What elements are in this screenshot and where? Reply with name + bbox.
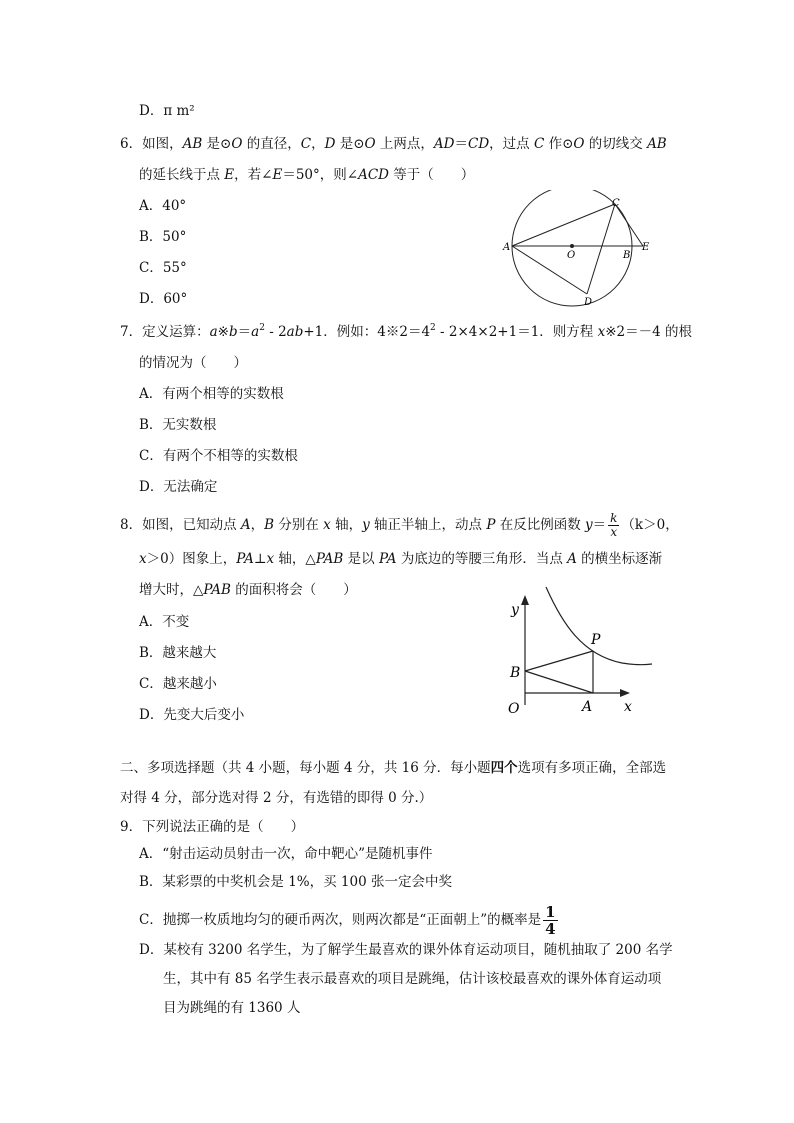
q7-stem-line1: 7．定义运算：$a※b=a^2 - 2ab+1$．例如：$4※2=4^2 - 2\times 4\times 2+1=1$．则方程 x※2＝－4 的根: [120, 323, 692, 340]
q9-option-a: A．“射击运动员射击一次，命中靶心”是随机事件: [139, 846, 433, 862]
label-p: P: [591, 632, 601, 648]
q5-option-d: D．π m²: [139, 103, 195, 119]
section2-instructions-line1: 二、多项选择题（共 4 小题，每小题 4 分，共 16 分．每小题四个选项有多项正确，全部选: [120, 760, 667, 776]
fraction-k-over-x: $\frac{k}{x}$: [610, 511, 618, 539]
q8-option-c: C．越来越小: [139, 676, 217, 692]
line-ad: [512, 246, 587, 294]
q7-option-c: C．有两个不相等的实数根: [139, 448, 298, 464]
q6-stem-line2: 的延长线于点 E，若∠E＝50°，则∠ACD 等于（ ）: [139, 167, 475, 183]
label-c: C: [612, 198, 620, 209]
label-x: x: [624, 699, 632, 715]
q9-stem: 9．下列说法正确的是（ ）: [120, 819, 305, 835]
q6-option-d: D．60°: [139, 291, 188, 307]
segment-bp: [525, 651, 593, 671]
q7-option-a: A．有两个相等的实数根: [139, 386, 284, 402]
q6-option-c: C．55°: [139, 260, 187, 276]
q6-option-b: B．50°: [139, 229, 187, 245]
segment-ba: [525, 671, 593, 693]
q7-option-d: D．无法确定: [139, 479, 218, 495]
line-ac: [512, 204, 615, 246]
q9-option-d-line1: D．某校有 3200 名学生，为了解学生最喜欢的课外体育运动项目，随机抽取了 200 名学: [139, 942, 673, 958]
q8-option-a: A．不变: [139, 614, 190, 630]
q9-option-d-line3: 目为跳绳的有 1360 人: [163, 1000, 301, 1016]
label-d: D: [584, 297, 593, 308]
line-ce: [615, 204, 643, 246]
line-cd: [587, 204, 615, 294]
label-b: B: [623, 250, 631, 261]
q9-option-d-line2: 生，其中有 85 名学生表示最喜欢的项目是跳绳，估计该校最喜欢的课外体育运动项: [163, 971, 662, 987]
label-a: A: [503, 242, 511, 253]
fraction-one-quarter: $\frac{1}{4}$: [545, 903, 556, 938]
label-y: y: [511, 602, 519, 618]
q6-option-a: A．40°: [139, 198, 187, 214]
q8-option-b: B．越来越大: [139, 645, 217, 661]
x-axis-arrow: [620, 689, 630, 697]
q8-stem-line3: 增大时，△PAB 的面积将会（ ）: [139, 582, 357, 598]
label-a: A: [582, 699, 593, 715]
section2-instructions-line2: 对得 4 分，部分选对得 2 分，有选错的即得 0 分.）: [120, 790, 433, 806]
q7-option-b: B．无实数根: [139, 417, 217, 433]
label-b: B: [510, 665, 521, 681]
q8-option-d: D．先变大后变小: [139, 707, 245, 723]
label-o: O: [567, 250, 576, 261]
center-dot: [570, 244, 574, 248]
q8-stem-line1: 8．如图，已知动点 A，B 分别在 x 轴，y 轴正半轴上，动点 P 在反比例函数 y＝ $\frac{k}{x}$ （k＞0，: [120, 511, 679, 539]
q6-stem-line1: 6．如图，AB 是⊙O 的直径，C，D 是⊙O 上两点，AD＝CD，过点 C 作⊙O 的切线交 AB: [120, 136, 667, 152]
hyperbola-curve: [546, 587, 652, 665]
q9-option-b: B．某彩票的中奖机会是 1%，买 100 张一定会中奖: [139, 874, 452, 890]
q8-graph-figure: [500, 585, 660, 720]
q9-option-c: C．抛掷一枚质地均匀的硬币两次，则两次都是“正面朝上”的概率是 $\frac{1}{4}$: [139, 903, 556, 938]
y-axis-arrow: [521, 595, 529, 605]
q6-circle-figure: [498, 190, 658, 310]
label-e: E: [642, 242, 650, 253]
q8-stem-line2: x＞0）图象上，PA⊥x 轴，△PAB 是以 PA 为底边的等腰三角形．当点 A 的横坐标逐渐: [139, 551, 663, 567]
q7-stem-line2: 的情况为（ ）: [139, 355, 247, 371]
label-o: O: [508, 701, 520, 717]
